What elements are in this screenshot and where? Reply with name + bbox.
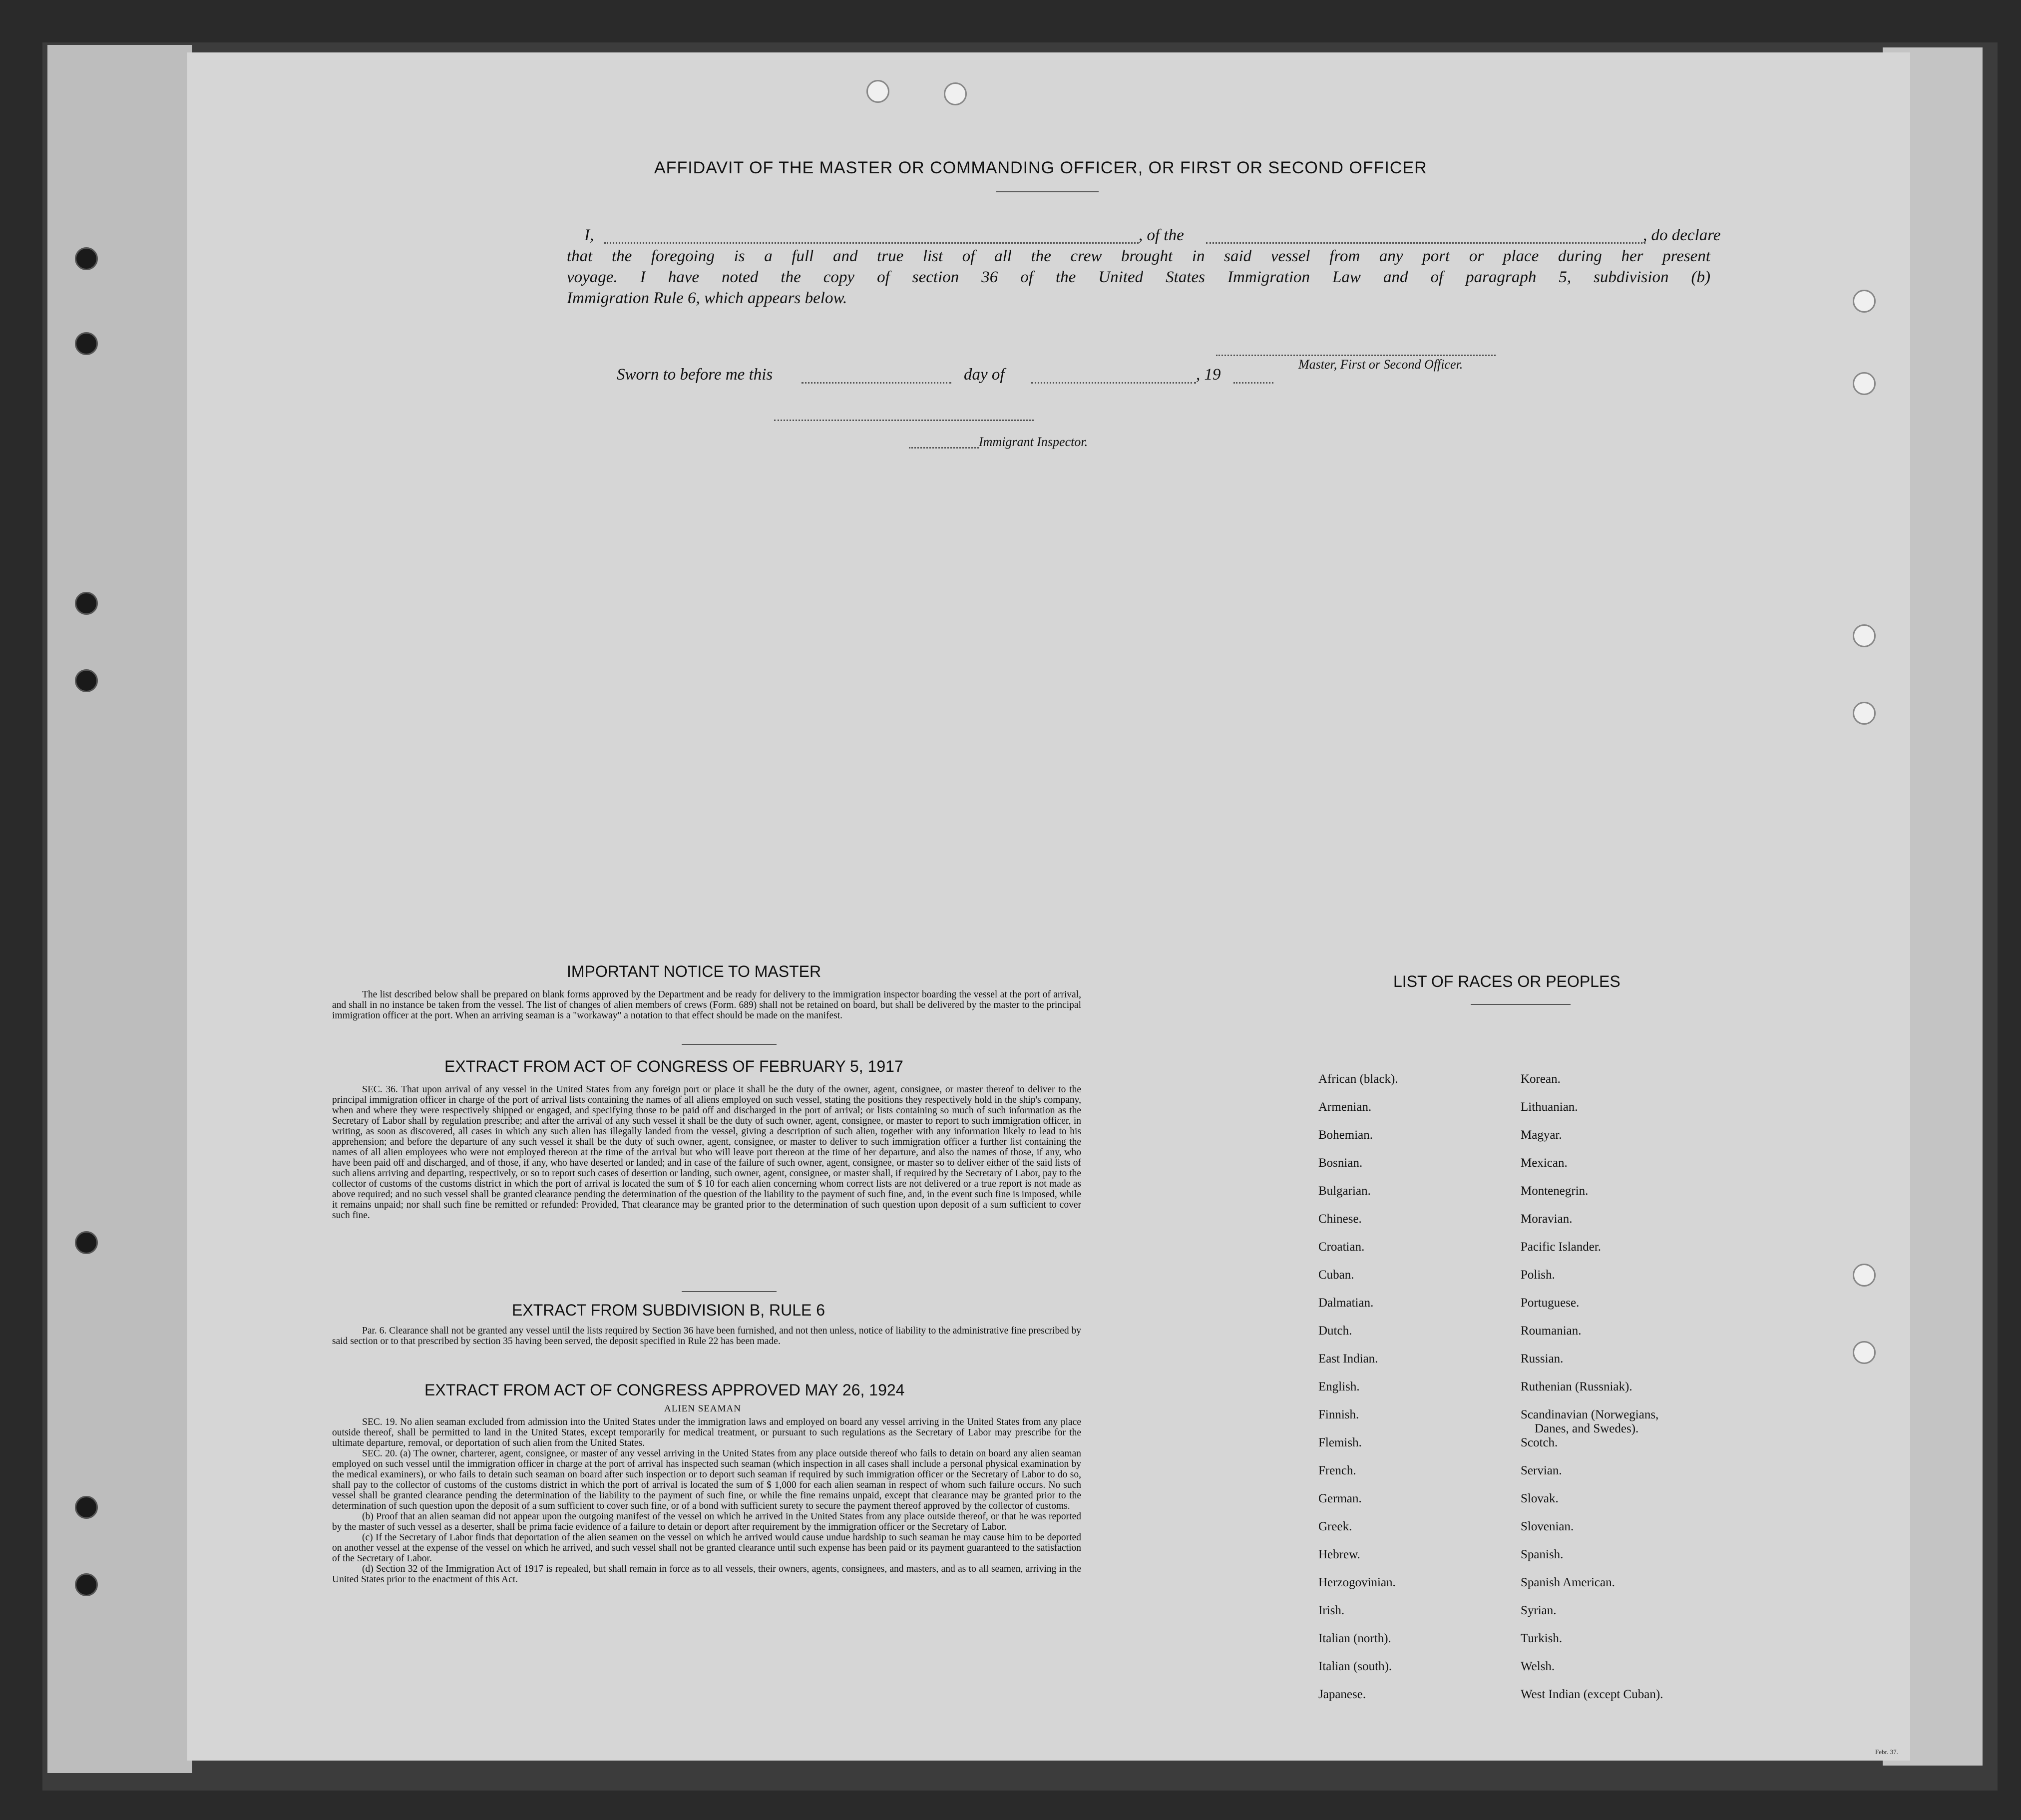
race-item: Welsh. <box>1521 1660 1555 1673</box>
race-item: English. <box>1318 1380 1360 1393</box>
sworn-day-blank <box>802 382 951 384</box>
race-item: Cuban. <box>1318 1268 1354 1282</box>
race-item: Magyar. <box>1521 1128 1562 1142</box>
race-item: Roumanian. <box>1521 1324 1582 1338</box>
binder-hole <box>75 332 98 355</box>
races-column-1 <box>1318 1071 1398 1715</box>
race-item: Croatian. <box>1318 1240 1365 1254</box>
master-caption: Master, First or Second Officer. <box>1298 357 1463 372</box>
section-rule <box>682 1044 777 1045</box>
act1924-heading: EXTRACT FROM ACT OF CONGRESS APPROVED MAY 26, 1924 <box>424 1381 905 1399</box>
notice-paragraph: The list described below shall be prepared on blank forms approved by the Department and be ready for delivery to the immigration inspector boarding the vessel at the port of arrival, and shall in no instance be taken from the vessel. The list of changes of alien members of crews (Form. 689) shall not be retained on board, but shall be delivered by the master to the principal immigration officer at the port. When an arriving seaman is a "workaway" a notation to that effect should be made on the manifest. <box>332 989 1081 1021</box>
affidavit-title: AFFIDAVIT OF THE MASTER OR COMMANDING OFFICER, OR FIRST OR SECOND OFFICER <box>654 158 1427 177</box>
race-item: West Indian (except Cuban). <box>1521 1688 1663 1701</box>
races-column-2 <box>1521 1071 1663 1715</box>
race-item: Italian (north). <box>1318 1632 1391 1645</box>
form-page <box>187 52 1910 1761</box>
binder-hole <box>75 669 98 692</box>
race-item: Moravian. <box>1521 1212 1573 1226</box>
binder-hole <box>75 1231 98 1254</box>
master-signature-blank <box>1216 355 1496 356</box>
inspector-upper-blank <box>774 420 1034 421</box>
race-item: Polish. <box>1521 1268 1555 1282</box>
inspector-caption: Immigrant Inspector. <box>979 435 1088 449</box>
race-item: French. <box>1318 1464 1356 1477</box>
race-item: Spanish. <box>1521 1548 1564 1561</box>
race-item: Herzogovinian. <box>1318 1576 1396 1589</box>
race-item: Russian. <box>1521 1352 1564 1365</box>
punch-hole <box>1853 624 1876 647</box>
punch-hole <box>1853 372 1876 395</box>
punch-hole <box>1853 290 1876 313</box>
notice-body <box>332 989 1081 1021</box>
binder-hole <box>75 1573 98 1596</box>
act1924-sec19: SEC. 19. No alien seaman excluded from admission into the United States under the immigration laws and employed on board any vessel arriving in the United States from any place outside thereof, shall be permitted to land in the United States, except temporarily for medical treatment, or pursuant to such regulations as the Secretary of Labor may prescribe for the ultimate departure, removal, or deportation of such alien from the United States. <box>332 1417 1081 1448</box>
rule6-paragraph: Par. 6. Clearance shall not be granted any vessel until the lists required by Section 36 have been furnished, and not then unless, notice of liability to the administrative fine prescribed by said section or to that prescribed by section 35 having been served, the deposit specified in Rule 22 has been made. <box>332 1326 1081 1347</box>
notice-heading: IMPORTANT NOTICE TO MASTER <box>567 962 821 980</box>
race-item: Chinese. <box>1318 1212 1362 1226</box>
affidavit-of-the: , of the <box>1139 226 1184 244</box>
affidavit-line-3: voyage. I have noted the copy of section 36 of the United States Immigration Law and of paragraph 5, subdivision (b) <box>567 268 1710 286</box>
binder-hole <box>75 247 98 270</box>
race-item: Dalmatian. <box>1318 1296 1374 1310</box>
race-item: Italian (south). <box>1318 1660 1392 1673</box>
punch-hole <box>1853 702 1876 725</box>
race-item: Bosnian. <box>1318 1156 1363 1170</box>
sworn-month-blank <box>1031 382 1196 384</box>
race-item: Ruthenian (Russniak). <box>1521 1380 1632 1393</box>
races-rule <box>1471 1004 1571 1005</box>
race-item: Greek. <box>1318 1520 1352 1533</box>
race-item: Montenegrin. <box>1521 1184 1589 1198</box>
punch-hole <box>944 82 967 105</box>
race-item: Syrian. <box>1521 1604 1557 1617</box>
race-item: African (black). <box>1318 1072 1398 1086</box>
act1924-sec20b: (b) Proof that an alien seaman did not appear upon the outgoing manifest of the vessel on which he arrived in the United States from any place outside thereof, or that he was reported by the master of such vessel as a deserter, shall be prima facie evidence of a failure to detain or deport after requirement by the immigration officer or the Secretary of Labor. <box>332 1511 1081 1532</box>
affidavit-do-declare: , do declare <box>1643 226 1721 244</box>
affidavit-i: I, <box>584 226 594 244</box>
vessel-blank <box>1206 242 1645 244</box>
race-item: Dutch. <box>1318 1324 1352 1338</box>
section-rule <box>682 1291 777 1292</box>
punch-hole <box>1853 1341 1876 1364</box>
race-item: Hebrew. <box>1318 1548 1360 1561</box>
race-item: German. <box>1318 1492 1362 1505</box>
act1917-paragraph: SEC. 36. That upon arrival of any vessel in the United States from any foreign port or place it shall be the duty of the owner, agent, consignee, or master thereof to deliver to the principal immigration officer in charge of the port of arrival lists containing the names of all aliens employed on such vessel, stating the positions they respectively hold in the ship's company, when and where they were respectively shipped or engaged, and specifying those to be paid off and discharged in the port of arrival; or lists containing so much of such information as the Secretary of Labor shall by regulation prescribe; and after the arrival of any such vessel it shall be the duty of such owner, agent, consignee, or master to report to such immigration officer, in writing, as soon as discovered, all cases in which any such alien has illegally landed from the vessel, giving a description of such alien, together with any information likely to lead to his apprehension; and before the departure of any such vessel it shall be the duty of such owner, agent, consignee, or master to deliver to such immigration officer a further list containing the names of all alien employees who were not employed thereon at the time of the arrival but who will leave port thereon at the time of her departure, and also the names of those, if any, who have been paid off and discharged, and of those, if any, who have deserted or landed; and in case of the failure of such owner, agent, consignee, or master so to deliver either of the said lists of such aliens arriving and departing, respectively, or so to report such cases of desertion or landing, such owner, agent, consignee, or master shall, if required by the Secretary of Labor, pay to the collector of customs of the customs district in which the port of arrival is located the sum of $ 10 for each alien concerning whom correct lists are not delivered or a true report is not made as above required; and no such vessel shall be granted clearance pending the determination of the question of the liability to the payment of such fine, and, in the event such fine is imposed, while it remains unpaid; nor shall such fine be remitted or refunded: Provided, That clearance may be granted prior to the determination of such question upon deposit of a sum sufficient to cover such fine. <box>332 1084 1081 1221</box>
race-item: Spanish American. <box>1521 1576 1615 1589</box>
race-item: Mexican. <box>1521 1156 1568 1170</box>
race-item: Pacific Islander. <box>1521 1240 1602 1254</box>
race-item: Turkish. <box>1521 1632 1563 1645</box>
binder-hole <box>75 1496 98 1519</box>
race-item: Japanese. <box>1318 1688 1366 1701</box>
rule6-body <box>332 1326 1081 1347</box>
race-item: Armenian. <box>1318 1100 1372 1114</box>
sworn-text: Sworn to before me this <box>617 366 773 384</box>
race-item: Slovenian. <box>1521 1520 1574 1533</box>
act1924-sec20d: (d) Section 32 of the Immigration Act of 1917 is repealed, but shall remain in force as to all vessels, their owners, agents, consignees, and masters, and as to all seamen, arriving in the United States prior to the enactment of this Act. <box>332 1564 1081 1585</box>
act1917-body <box>332 1084 1081 1221</box>
year-prefix: , 19 <box>1196 366 1221 384</box>
binder-hole <box>75 592 98 615</box>
act1924-body <box>332 1417 1081 1585</box>
race-item-continued: Danes, and Swedes). <box>1535 1422 1639 1435</box>
race-item: Portuguese. <box>1521 1296 1580 1310</box>
race-item: Servian. <box>1521 1464 1562 1477</box>
act1917-heading: EXTRACT FROM ACT OF CONGRESS OF FEBRUARY 5, 1917 <box>444 1057 903 1075</box>
affidavit-line-4: Immigration Rule 6, which appears below. <box>567 289 847 307</box>
race-item: Korean. <box>1521 1072 1561 1086</box>
punch-hole <box>866 80 889 103</box>
act1924-sec20c: (c) If the Secretary of Labor finds that deportation of the alien seamen on the vessel on which he arrived would cause undue hardship to such seaman he may cause him to be deported on another vessel at the expense of the vessel on which he arrived, and such vessel shall not be granted clearance until such expense has been paid or its payment guaranteed to the satisfaction of the Secretary of Labor. <box>332 1532 1081 1564</box>
race-item: East Indian. <box>1318 1352 1378 1365</box>
race-item: Scotch. <box>1521 1436 1558 1449</box>
form-date-mark: Febr. 37. <box>1875 1748 1898 1756</box>
race-item: Irish. <box>1318 1604 1345 1617</box>
races-heading: LIST OF RACES OR PEOPLES <box>1393 972 1620 990</box>
sworn-year-blank <box>1233 382 1273 384</box>
act1924-sec20a: SEC. 20. (a) The owner, charterer, agent, consignee, or master of any vessel arriving in the United States from any place outside thereof who fails to detain on board any alien seaman employed on such vessel until the immigration officer in charge at the port of arrival has inspected such seaman (which inspection in all cases shall include a personal physical examination by the medical examiners), or who fails to detain such seaman on board after such inspection or to deport such seaman if required by such immigration officer or the Secretary of Labor to do so, shall pay to the collector of customs of the customs district in which the port of arrival is located the sum of $ 1,000 for each alien seaman in respect of whom such failure occurs. No such vessel shall be granted clearance pending the determination of the liability to the payment of such fine, or while the fine remains unpaid, except that clearance may be granted prior to the determination of such question upon the deposit of a sum sufficient to cover such fine, or of a bond with sufficient surety to secure the payment thereof approved by the collector of customs. <box>332 1448 1081 1511</box>
race-item: Slovak. <box>1521 1492 1559 1505</box>
act1924-subheading: ALIEN SEAMAN <box>664 1403 741 1414</box>
name-blank <box>604 242 1139 244</box>
race-item: Flemish. <box>1318 1436 1362 1449</box>
race-item: Lithuanian. <box>1521 1100 1578 1114</box>
race-item: Bohemian. <box>1318 1128 1373 1142</box>
title-rule <box>996 191 1099 192</box>
binder-strip <box>47 45 192 1773</box>
race-item: Finnish. <box>1318 1408 1359 1421</box>
rule6-heading: EXTRACT FROM SUBDIVISION B, RULE 6 <box>512 1301 825 1319</box>
race-item: Scandinavian (Norwegians, <box>1521 1408 1659 1421</box>
punch-hole <box>1853 1264 1876 1287</box>
affidavit-line-2: that the foregoing is a full and true list of all the crew brought in said vessel from any port or place during her present <box>567 247 1710 265</box>
inspector-signature-blank <box>909 447 979 449</box>
race-item: Bulgarian. <box>1318 1184 1371 1198</box>
day-of-text: day of <box>964 366 1005 384</box>
